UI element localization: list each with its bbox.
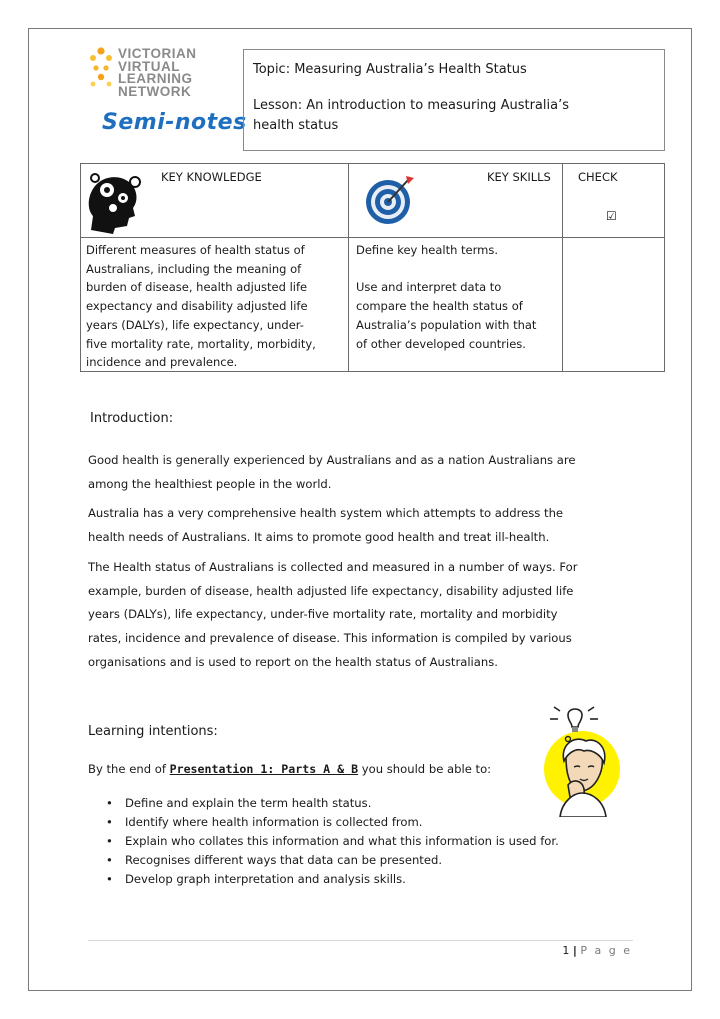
intro-paragraph-3: The Health status of Australians is collected and measured in a number of ways. For example, burden of disease, health adjusted life expectancy, disability adjusted life years (DALYs), life expectancy, under-five mortality rate, mortality and morbidity rates, incidence and prevalence of disease. This information is compiled by various organisations and is used to report on the health status of Australians. xyxy=(88,560,578,669)
introduction-heading: Introduction: xyxy=(90,411,174,426)
learning-intentions-heading: Learning intentions: xyxy=(88,724,218,739)
topic-title: Topic: Measuring Australia’s Health Status xyxy=(253,62,527,77)
page-number: 1 xyxy=(562,944,570,957)
page-footer xyxy=(562,944,632,957)
list-item: • Identify where health information is collected from. xyxy=(106,813,646,832)
topic-box xyxy=(243,49,665,151)
footer-separator: | xyxy=(572,944,577,957)
key-knowledge-heading: KEY KNOWLEDGE xyxy=(161,170,262,184)
list-item: • Recognises different ways that data can be presented. xyxy=(106,851,646,870)
key-knowledge-text: Different measures of health status of Australians, including the meaning of burden of disease, health adjusted life expectancy and disability adjusted life years (DALYs), life expectancy, under- five mortality rate, mortality, morbidity, incidence and prevalence. xyxy=(86,243,316,370)
list-item: • Develop graph interpretation and analysis skills. xyxy=(106,870,646,889)
logo-tagline: Semi-notes xyxy=(102,110,247,135)
thinking-head-gears-icon xyxy=(85,168,145,234)
lesson-title-line-2: health status xyxy=(253,118,339,133)
target-bullseye-icon xyxy=(364,174,424,226)
presentation-reference: Presentation 1: Parts A & B xyxy=(169,762,359,776)
lesson-title-line-1: Lesson: An introduction to measuring Australia’s xyxy=(253,98,569,113)
footer-divider xyxy=(88,940,633,941)
key-skills-heading: KEY SKILLS xyxy=(487,170,551,184)
logo-figure-icon xyxy=(88,44,122,106)
list-item: • Explain who collates this information and what this information is used for. xyxy=(106,832,646,851)
intro-paragraph-2: Australia has a very comprehensive health system which attempts to address the health needs of Australians. It aims to promote good health and treat ill-health. xyxy=(88,506,564,544)
learning-intro-text: By the end of Presentation 1: Parts A & B you should be able to: xyxy=(88,762,492,776)
key-knowledge-table xyxy=(80,163,665,372)
learning-intentions-list xyxy=(106,794,646,889)
list-item: • Define and explain the term health status. xyxy=(106,794,646,813)
check-heading: CHECK xyxy=(578,170,618,184)
key-skills-text: Define key health terms. Use and interpret data to compare the health status of Australia’s population with that of other developed countries. xyxy=(356,243,537,351)
intro-paragraph-1: Good health is generally experienced by Australians and as a nation Australians are among the healthiest people in the world. xyxy=(88,453,576,491)
page-label: P a g e xyxy=(580,944,632,957)
vvln-logo: VICTORIAN VIRTUAL LEARNING NETWORK Semi-notes xyxy=(88,44,248,144)
check-box-icon: ☑ xyxy=(606,209,617,223)
